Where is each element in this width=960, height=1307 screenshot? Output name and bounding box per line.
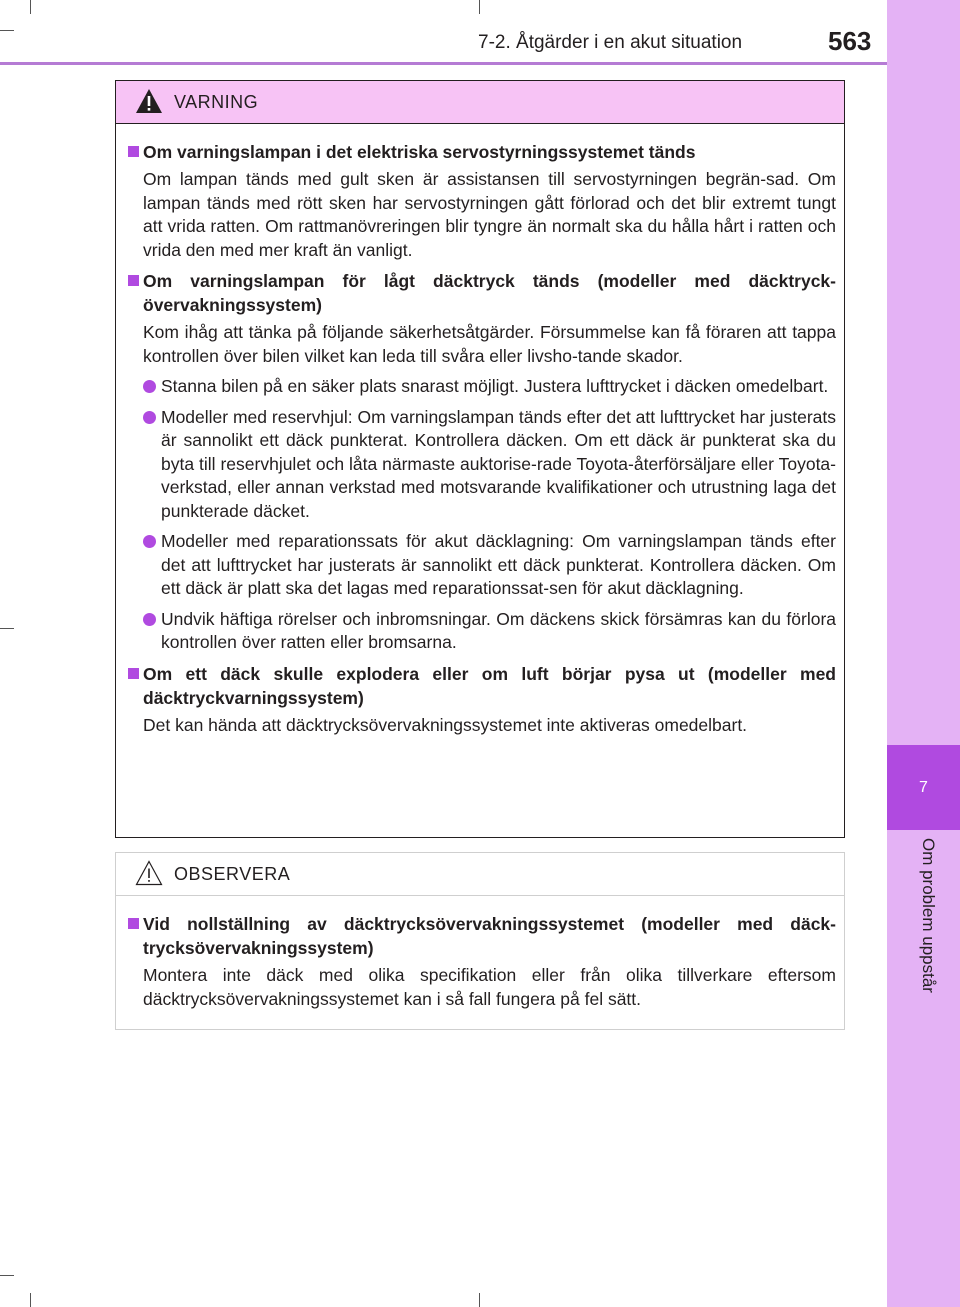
crop-mark: [479, 0, 480, 14]
crop-mark: [0, 628, 14, 629]
warning-title: VARNING: [174, 92, 259, 112]
section-text: Montera inte däck med olika specifikation eller från olika tillverkare eftersom däcktrycksövervakningssystemet kan i så fall fungera på fel sätt.: [143, 965, 836, 1009]
section-heading: Om varningslampan för lågt däcktryck tänds (modeller med däcktryck-övervakningssystem): [128, 269, 836, 317]
round-bullet-icon: [143, 613, 156, 626]
section-heading: Om ett däck skulle explodera eller om luft börjar pysa ut (modeller med däcktryckvarningssystem): [128, 662, 836, 710]
section-heading: Vid nollställning av däcktrycksövervakningssystemet (modeller med däck-trycksövervakningssystem): [128, 912, 836, 960]
notice-title: OBSERVERA: [174, 864, 291, 884]
square-bullet-icon: [128, 668, 139, 679]
crop-mark: [479, 1293, 480, 1307]
warning-triangle-icon: [135, 87, 163, 115]
list-item: Stanna bilen på en säker plats snarast möjligt. Justera lufttrycket i däcken omedelbart.: [128, 375, 836, 399]
warning-box: [115, 80, 845, 838]
crop-mark: [0, 1275, 14, 1276]
notice-content: [116, 896, 844, 1011]
square-bullet-icon: [128, 146, 139, 157]
section-text: Kom ihåg att tänka på följande säkerhetsåtgärder. Försummelse kan få föraren att tappa kontrollen över bilen vilket kan leda till svåra eller livsho-tande skador.: [143, 322, 836, 366]
section-title: 7-2. Åtgärder i en akut situation: [478, 32, 743, 53]
crop-mark: [30, 0, 31, 14]
caution-triangle-outline-icon: [135, 859, 163, 887]
section-heading: Om varningslampan i det elektriska servostyrningssystemet tänds: [128, 140, 836, 164]
square-bullet-icon: [128, 275, 139, 286]
side-tab-top: [887, 0, 960, 745]
list-item: Modeller med reparationssats för akut däcklagning: Om varningslampan tänds efter det att lufttrycket har justerats är sannolikt ett däck punkterat. Kontrollera däcken. Om ett däck är platt ska det lagas med reparationssat-sen för akut däcklagning.: [128, 530, 836, 601]
section-text: Det kan hända att däcktrycksövervakningssystemet inte aktiveras omedelbart.: [143, 714, 748, 735]
crop-mark: [30, 1293, 31, 1307]
list-item: Undvik häftiga rörelser och inbromsningar. Om däckens skick försämras kan du förlora kontrollen över ratten eller bromsarna.: [128, 608, 836, 655]
round-bullet-icon: [143, 535, 156, 548]
chapter-number-tab: 7: [887, 745, 960, 830]
notice-header: [116, 853, 844, 896]
round-bullet-icon: [143, 411, 156, 424]
list-item: Modeller med reservhjul: Om varningslampan tänds efter det att lufttrycket har justerats är sannolikt ett däck punkterat. Kontrollera däcken. Om ett däck är punkterat ska du byta till reservhjulet och låta närmaste auktorise-rade Toyota-återförsäljare eller Toyota-verkstad, eller annan verkstad med motsvarande kvalifikationer och utrustning laga det punkterade däcket.: [128, 406, 836, 524]
square-bullet-icon: [128, 918, 139, 929]
notice-box: [115, 852, 845, 1030]
header-rule: [0, 62, 887, 65]
warning-content: [116, 124, 844, 737]
section-text: Om lampan tänds med gult sken är assistansen till servostyrningen begrän-sad. Om lampan tänds med rött sken har servostyrningen gått förlorad och det blir extremt tungt att vrida ratten. Om rattmanövreringen blir tyngre än normalt ska du hålla hårt i ratten och vrida den med mer kraft än vanligt.: [143, 169, 836, 260]
crop-mark: [0, 30, 14, 31]
round-bullet-icon: [143, 380, 156, 393]
chapter-label: Om problem uppstår: [919, 838, 938, 993]
warning-header: [116, 81, 844, 124]
page-number: 563: [828, 26, 872, 56]
